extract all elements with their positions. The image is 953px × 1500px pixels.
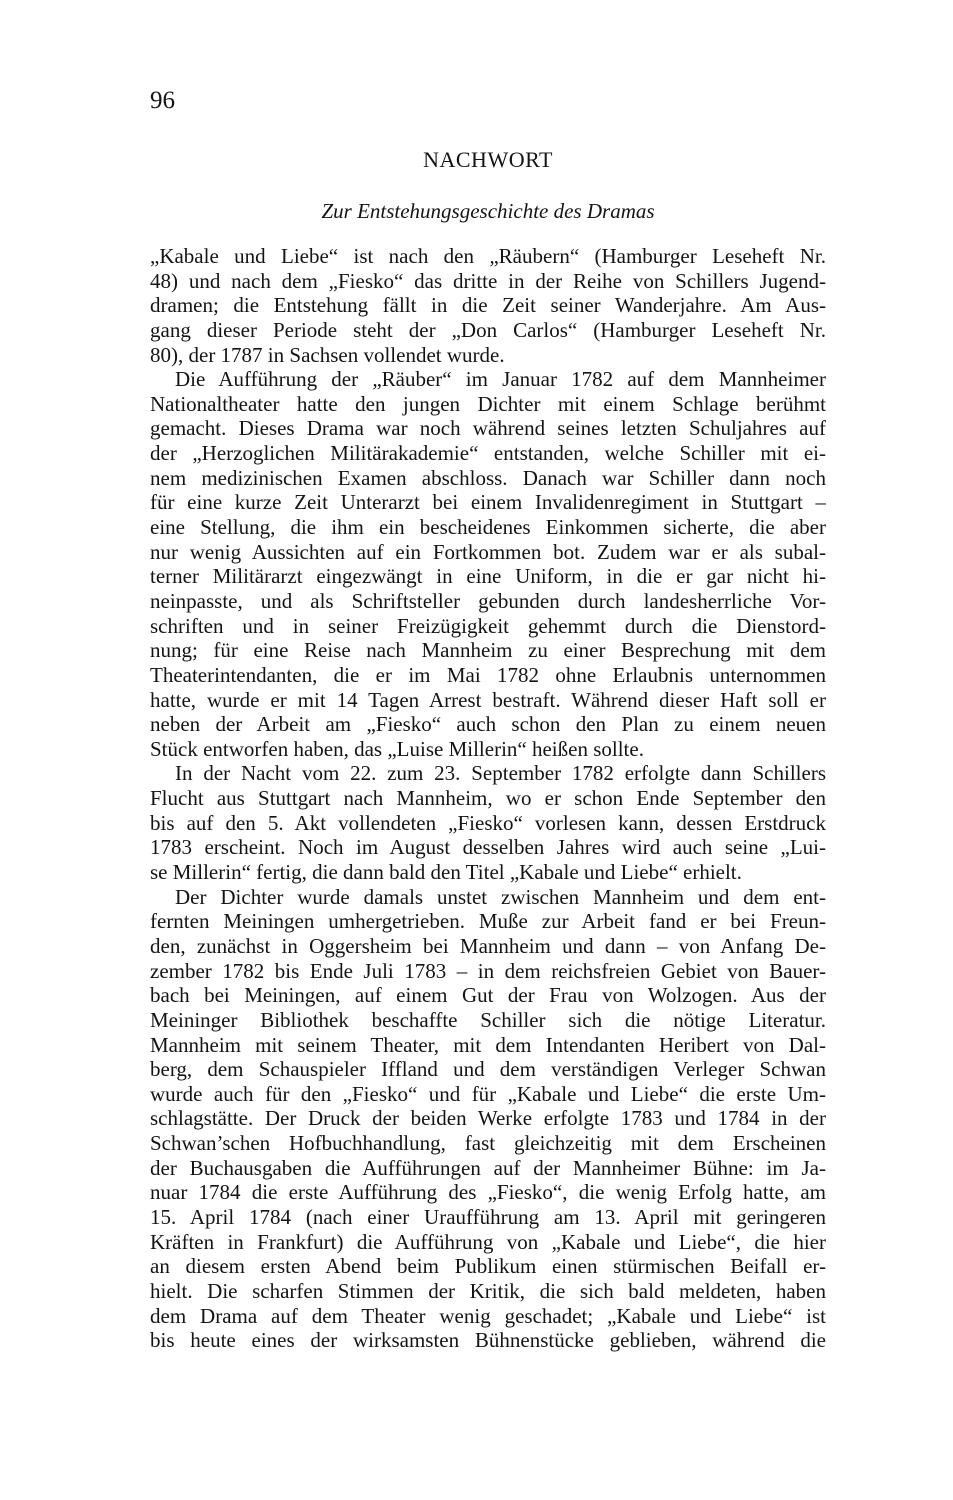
text-line: zember 1782 bis Ende Juli 1783 – in dem reichsfreien Gebiet von Bauer- xyxy=(150,958,826,983)
text-line: Nationaltheater hatte den jungen Dichter mit einem Schlage berühmt xyxy=(150,391,826,416)
paragraph xyxy=(150,244,826,367)
text-line: se Millerin“ fertig, die dann bald den Titel „Kabale und Liebe“ erhielt. xyxy=(150,860,742,885)
text-line: der „Herzoglichen Militärakademie“ entstanden, welche Schiller mit ei- xyxy=(150,441,826,466)
text-line: nur wenig Aussichten auf ein Fortkommen bot. Zudem war er als subal- xyxy=(150,539,826,564)
text-line: Kräften in Frankfurt) die Aufführung von „Kabale und Liebe“, die hier xyxy=(150,1229,826,1254)
text-line: gemacht. Dieses Drama war noch während seines letzten Schuljahres auf xyxy=(150,416,826,441)
text-line: neben der Arbeit am „Fiesko“ auch schon den Plan zu einem neuen xyxy=(150,712,826,737)
text-line: 80), der 1787 in Sachsen vollendet wurde. xyxy=(150,342,505,367)
text-line: bach bei Meiningen, auf einem Gut der Frau von Wolzogen. Aus der xyxy=(150,983,826,1008)
text-line: für eine kurze Zeit Unterarzt bei einem Invalidenregiment in Stuttgart – xyxy=(150,490,826,515)
page-number: 96 xyxy=(150,87,175,114)
paragraph xyxy=(150,885,826,1353)
text-line: bis auf den 5. Akt vollendeten „Fiesko“ vorlesen kann, dessen Erstdruck xyxy=(150,810,826,835)
text-line: hielt. Die scharfen Stimmen der Kritik, die sich bald meldeten, haben xyxy=(150,1278,826,1303)
text-line: berg, dem Schauspieler Iffland und dem verständigen Verleger Schwan xyxy=(150,1057,826,1082)
text-line: dramen; die Entstehung fällt in die Zeit seiner Wanderjahre. Am Aus- xyxy=(150,293,826,318)
text-line: bis heute eines der wirksamsten Bühnenstücke geblieben, während die xyxy=(150,1328,826,1353)
text-line: neinpasste, und als Schriftsteller gebunden durch landesherrliche Vor- xyxy=(150,588,826,613)
text-line: gang dieser Periode steht der „Don Carlos“ (Hamburger Leseheft Nr. xyxy=(150,317,826,342)
text-line: nuar 1784 die erste Aufführung des „Fiesko“, die wenig Erfolg hatte, am xyxy=(150,1180,826,1205)
text-line: 15. April 1784 (nach einer Uraufführung am 13. April mit geringeren xyxy=(150,1204,826,1229)
text-line: Flucht aus Stuttgart nach Mannheim, wo er schon Ende September den xyxy=(150,786,826,811)
text-line: dem Drama auf dem Theater wenig geschadet; „Kabale und Liebe“ ist xyxy=(150,1303,826,1328)
paragraph xyxy=(150,761,826,884)
text-line: In der Nacht vom 22. zum 23. September 1782 erfolgte dann Schillers xyxy=(175,761,826,786)
paragraph xyxy=(150,367,826,761)
text-line: schlagstätte. Der Druck der beiden Werke erfolgte 1783 und 1784 in der xyxy=(150,1106,826,1131)
text-line: an diesem ersten Abend beim Publikum einen stürmischen Beifall er- xyxy=(150,1254,826,1279)
text-line: Die Aufführung der „Räuber“ im Januar 1782 auf dem Mannheimer xyxy=(175,367,826,392)
text-line: eine Stellung, die ihm ein bescheidenes Einkommen sicherte, die aber xyxy=(150,515,826,540)
text-line: der Buchausgaben die Aufführungen auf der Mannheimer Bühne: im Ja- xyxy=(150,1155,826,1180)
text-line: Theaterintendanten, die er im Mai 1782 ohne Erlaubnis unternommen xyxy=(150,662,826,687)
text-line: 48) und nach dem „Fiesko“ das dritte in der Reihe von Schillers Jugend- xyxy=(150,268,826,293)
body-text xyxy=(150,244,826,1353)
text-line: 1783 erscheint. Noch im August desselben Jahres wird auch seine „Lui- xyxy=(150,835,826,860)
text-line: den, zunächst in Oggersheim bei Mannheim und dann – von Anfang De- xyxy=(150,933,826,958)
text-line: nung; für eine Reise nach Mannheim zu einer Besprechung mit dem xyxy=(150,638,826,663)
text-line: fernten Meiningen umhergetrieben. Muße zur Arbeit fand er bei Freun- xyxy=(150,909,826,934)
text-line: Mannheim mit seinem Theater, mit dem Intendanten Heribert von Dal- xyxy=(150,1032,826,1057)
text-line: terner Militärarzt eingezwängt in eine Uniform, in die er gar nicht hi- xyxy=(150,564,826,589)
section-subheading: Zur Entstehungsgeschichte des Dramas xyxy=(321,199,655,223)
text-line: schriften und in seiner Freizügigkeit gehemmt durch die Dienstord- xyxy=(150,613,826,638)
text-line: Schwan’schen Hofbuchhandlung, fast gleichzeitig mit dem Erscheinen xyxy=(150,1131,826,1156)
chapter-heading: NACHWORT xyxy=(423,147,553,172)
text-line: Meininger Bibliothek beschaffte Schiller sich die nötige Literatur. xyxy=(150,1007,826,1032)
text-line: wurde auch für den „Fiesko“ und für „Kabale und Liebe“ die erste Um- xyxy=(150,1081,826,1106)
text-line: nem medizinischen Examen abschloss. Danach war Schiller dann noch xyxy=(150,465,826,490)
text-line: „Kabale und Liebe“ ist nach den „Räubern“ (Hamburger Leseheft Nr. xyxy=(150,244,826,268)
text-line: Der Dichter wurde damals unstet zwischen Mannheim und dem ent- xyxy=(175,884,826,909)
text-line: hatte, wurde er mit 14 Tagen Arrest bestraft. Während dieser Haft soll er xyxy=(150,687,826,712)
text-line: Stück entworfen haben, das „Luise Millerin“ heißen sollte. xyxy=(150,736,644,761)
